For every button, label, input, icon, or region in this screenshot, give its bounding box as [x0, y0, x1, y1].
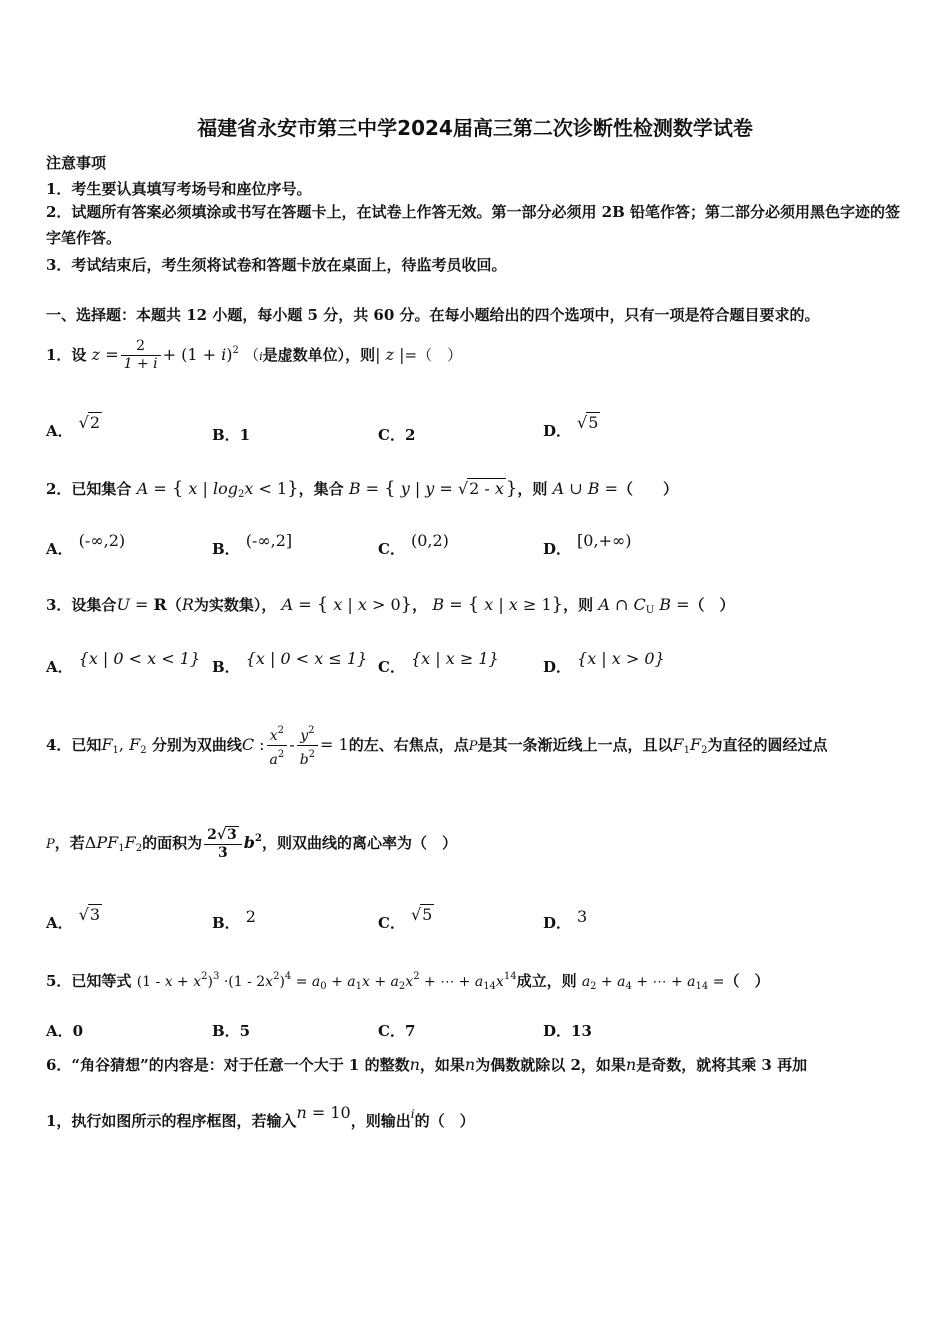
q4-mid3: 是其一条渐近线上一点，且以: [477, 736, 673, 754]
question-1: 1．设 z = $\frac{2}{1 + i}$ + $(1 + i)^2$ （i是虚数单位），则| z |=（ ）: [46, 338, 463, 372]
q2-prefix: 2．已知集合: [46, 480, 132, 498]
q4-mid: 分别为双曲线: [151, 736, 242, 754]
question-5: [46, 970, 769, 992]
q2-suffix: ，则: [517, 480, 548, 498]
q3-expr: A ∩ $C_U$ B =: [598, 595, 690, 616]
notice-item-2: 2．试题所有答案必须填涂或书写在答题卡上，在试卷上作答无效。第一部分必须用 2B 铅笔作答；第二部分必须用黑色字迹的签字笔作答。: [46, 203, 901, 247]
notice-heading: 注意事项: [46, 154, 107, 172]
q6-line1-c: 为偶数就除以 2，如果: [475, 1056, 626, 1074]
question-2: [46, 478, 678, 500]
q4-prefix: 4．已知: [46, 736, 102, 754]
section-heading: 一、选择题：本题共 12 小题，每小题 5 分，共 60 分。在每小题给出的四个选项中，只有一项是符合题目要求的。: [46, 306, 820, 324]
q4-line2-a: ，若: [54, 834, 85, 852]
question-6-line-2: [46, 1103, 475, 1131]
page-title: 福建省永安市第三中学2024届高三第二次诊断性检测数学试卷: [197, 116, 753, 140]
q4-mid4: 为直径的圆经过点: [707, 736, 828, 754]
q4-triangle: $\Delta PF_1F_2$: [84, 833, 143, 854]
q6-line1-a: 6．“角谷猜想”的内容是：对于任意一个大于 1 的整数: [46, 1056, 410, 1074]
q5-option-c[interactable]: C．7: [378, 1022, 416, 1040]
q1-end: =（ ）: [404, 346, 463, 364]
q3-suffix: ，则: [563, 596, 594, 614]
q3-comma: ，: [412, 596, 428, 614]
q2-mid: ，集合: [298, 480, 344, 498]
q5-sum: $a_2 + a_4$ + ⋯ + $a_{14}$ =: [581, 974, 725, 992]
q1-i-symbol: i: [259, 350, 263, 363]
q6-input: n = 10: [296, 1103, 351, 1122]
question-3: 3．设集合U = R（R为实数集）， A = { x | x > 0}， B = { x | x ≥ 1}，则 A ∩ $C_U$ B =（ ）: [46, 594, 735, 616]
q2-option-c[interactable]: C． (0,2): [378, 531, 449, 558]
q1-formula: z = $\frac{2}{1 + i}$ + $(1 + i)^2$: [91, 338, 239, 372]
q1-suffix: 是虚数单位），则: [262, 346, 376, 364]
q3-end: （ ）: [689, 596, 735, 614]
q6-i-symbol: i: [410, 1107, 415, 1121]
q4-option-d[interactable]: D． 3: [543, 907, 588, 932]
q4-mid2: 的左、右焦点，点: [348, 736, 469, 754]
notice-item-1: 1．考生要认真填写考场号和座位序号。: [46, 180, 312, 198]
q4-line2-b: 的面积为: [142, 834, 203, 852]
q2-option-a[interactable]: A． (-∞,2): [46, 531, 126, 558]
q3-option-a[interactable]: A． {x | 0 < x < 1}: [46, 649, 201, 676]
q6-line1-d: 是奇数，就将其乘 3 再加: [636, 1056, 808, 1074]
q5-option-b[interactable]: B．5: [212, 1022, 251, 1040]
q5-option-d[interactable]: D．13: [543, 1022, 592, 1040]
q2-option-b[interactable]: B． (-∞,2]: [212, 531, 293, 558]
q1-option-a[interactable]: A． √2: [46, 413, 101, 440]
q6-line2-a: 1，执行如图所示的程序框图，若输入: [46, 1112, 297, 1130]
q3-universe: U = R: [116, 595, 167, 614]
q3-mid: （: [166, 596, 182, 614]
q4-option-c[interactable]: C． √5: [378, 905, 433, 932]
q3-option-c[interactable]: C． {x | x ≥ 1}: [378, 649, 499, 676]
q3-set-b: B = { x | x ≥ 1}: [432, 594, 564, 615]
q6-line2-b: ，则输出: [350, 1112, 411, 1130]
q3-option-d[interactable]: D． {x | x > 0}: [543, 649, 665, 676]
q2-option-d[interactable]: D． [0,+∞): [543, 531, 632, 558]
q2-set-a: A = { x | $\log_2x < 1$}: [136, 478, 299, 500]
q2-set-b: B = { y | y = √2 - x }: [348, 478, 518, 499]
q5-prefix: 5．已知等式: [46, 972, 132, 990]
q5-end: （ ）: [724, 972, 770, 990]
q4-foci: $F_1$, $F_2$: [101, 735, 147, 756]
question-6: 6．“角谷猜想”的内容是：对于任意一个大于 1 的整数n，如果n为偶数就除以 2，如果n是奇数，就将其乘 3 再加: [46, 1055, 808, 1074]
q5-mid: 成立，则: [516, 972, 577, 990]
notice-item-3: 3．考试结束后，考生须将试卷和答题卡放在桌面上，待监考员收回。: [46, 256, 507, 274]
q4-hyperbola: C : $\frac{x^2}{a^2}$ - $\frac{y^2}{b^2}$ = 1: [242, 735, 349, 754]
q6-line1-b: ，如果: [419, 1056, 465, 1074]
q2-union: A ∪ B =: [552, 479, 619, 498]
q4-line2-c: ，则双曲线的离心率为（ ）: [261, 834, 457, 852]
q3-set-a: A = { x | x > 0}: [281, 594, 413, 615]
q1-prefix: 1．设: [46, 346, 87, 364]
question-4: 4．已知$F_1$, $F_2$ 分别为双曲线C : $\frac{x^2}{a^2}$ - $\frac{y^2}{b^2}$ = 1的左、右焦点，点P是其一条渐近线上一点，且以$F_1F_2$为直径的圆经过点: [46, 722, 827, 769]
q6-line2-c: 的（ ）: [414, 1112, 475, 1130]
q3-option-b[interactable]: B． {x | 0 < x ≤ 1}: [212, 649, 368, 676]
q1-option-b[interactable]: B．1: [212, 426, 251, 444]
q5-identity: $(1 - x + x^2)^3 \cdot(1 - 2x^2)^4 = a_0 + a_1x + a_2x^2$ + ⋯ + $a_{14}x^{14}$: [136, 971, 517, 992]
q1-option-d[interactable]: D． √5: [543, 413, 599, 440]
q3-mid2: 为实数集），: [193, 596, 277, 614]
q2-end: （ ）: [618, 480, 679, 498]
q3-prefix: 3．设集合: [46, 596, 117, 614]
question-4-line-2: P，若$\Delta PF_1F_2$的面积为 $\frac{2√3}{3}$ $b^2$，则双曲线的离心率为（ ）: [46, 827, 457, 861]
q4-option-a[interactable]: A． √3: [46, 905, 101, 932]
q1-paren: （: [244, 346, 260, 364]
q5-option-a[interactable]: A．0: [46, 1022, 84, 1040]
q4-option-b[interactable]: B． 2: [212, 907, 256, 932]
q1-option-c[interactable]: C．2: [378, 426, 416, 444]
